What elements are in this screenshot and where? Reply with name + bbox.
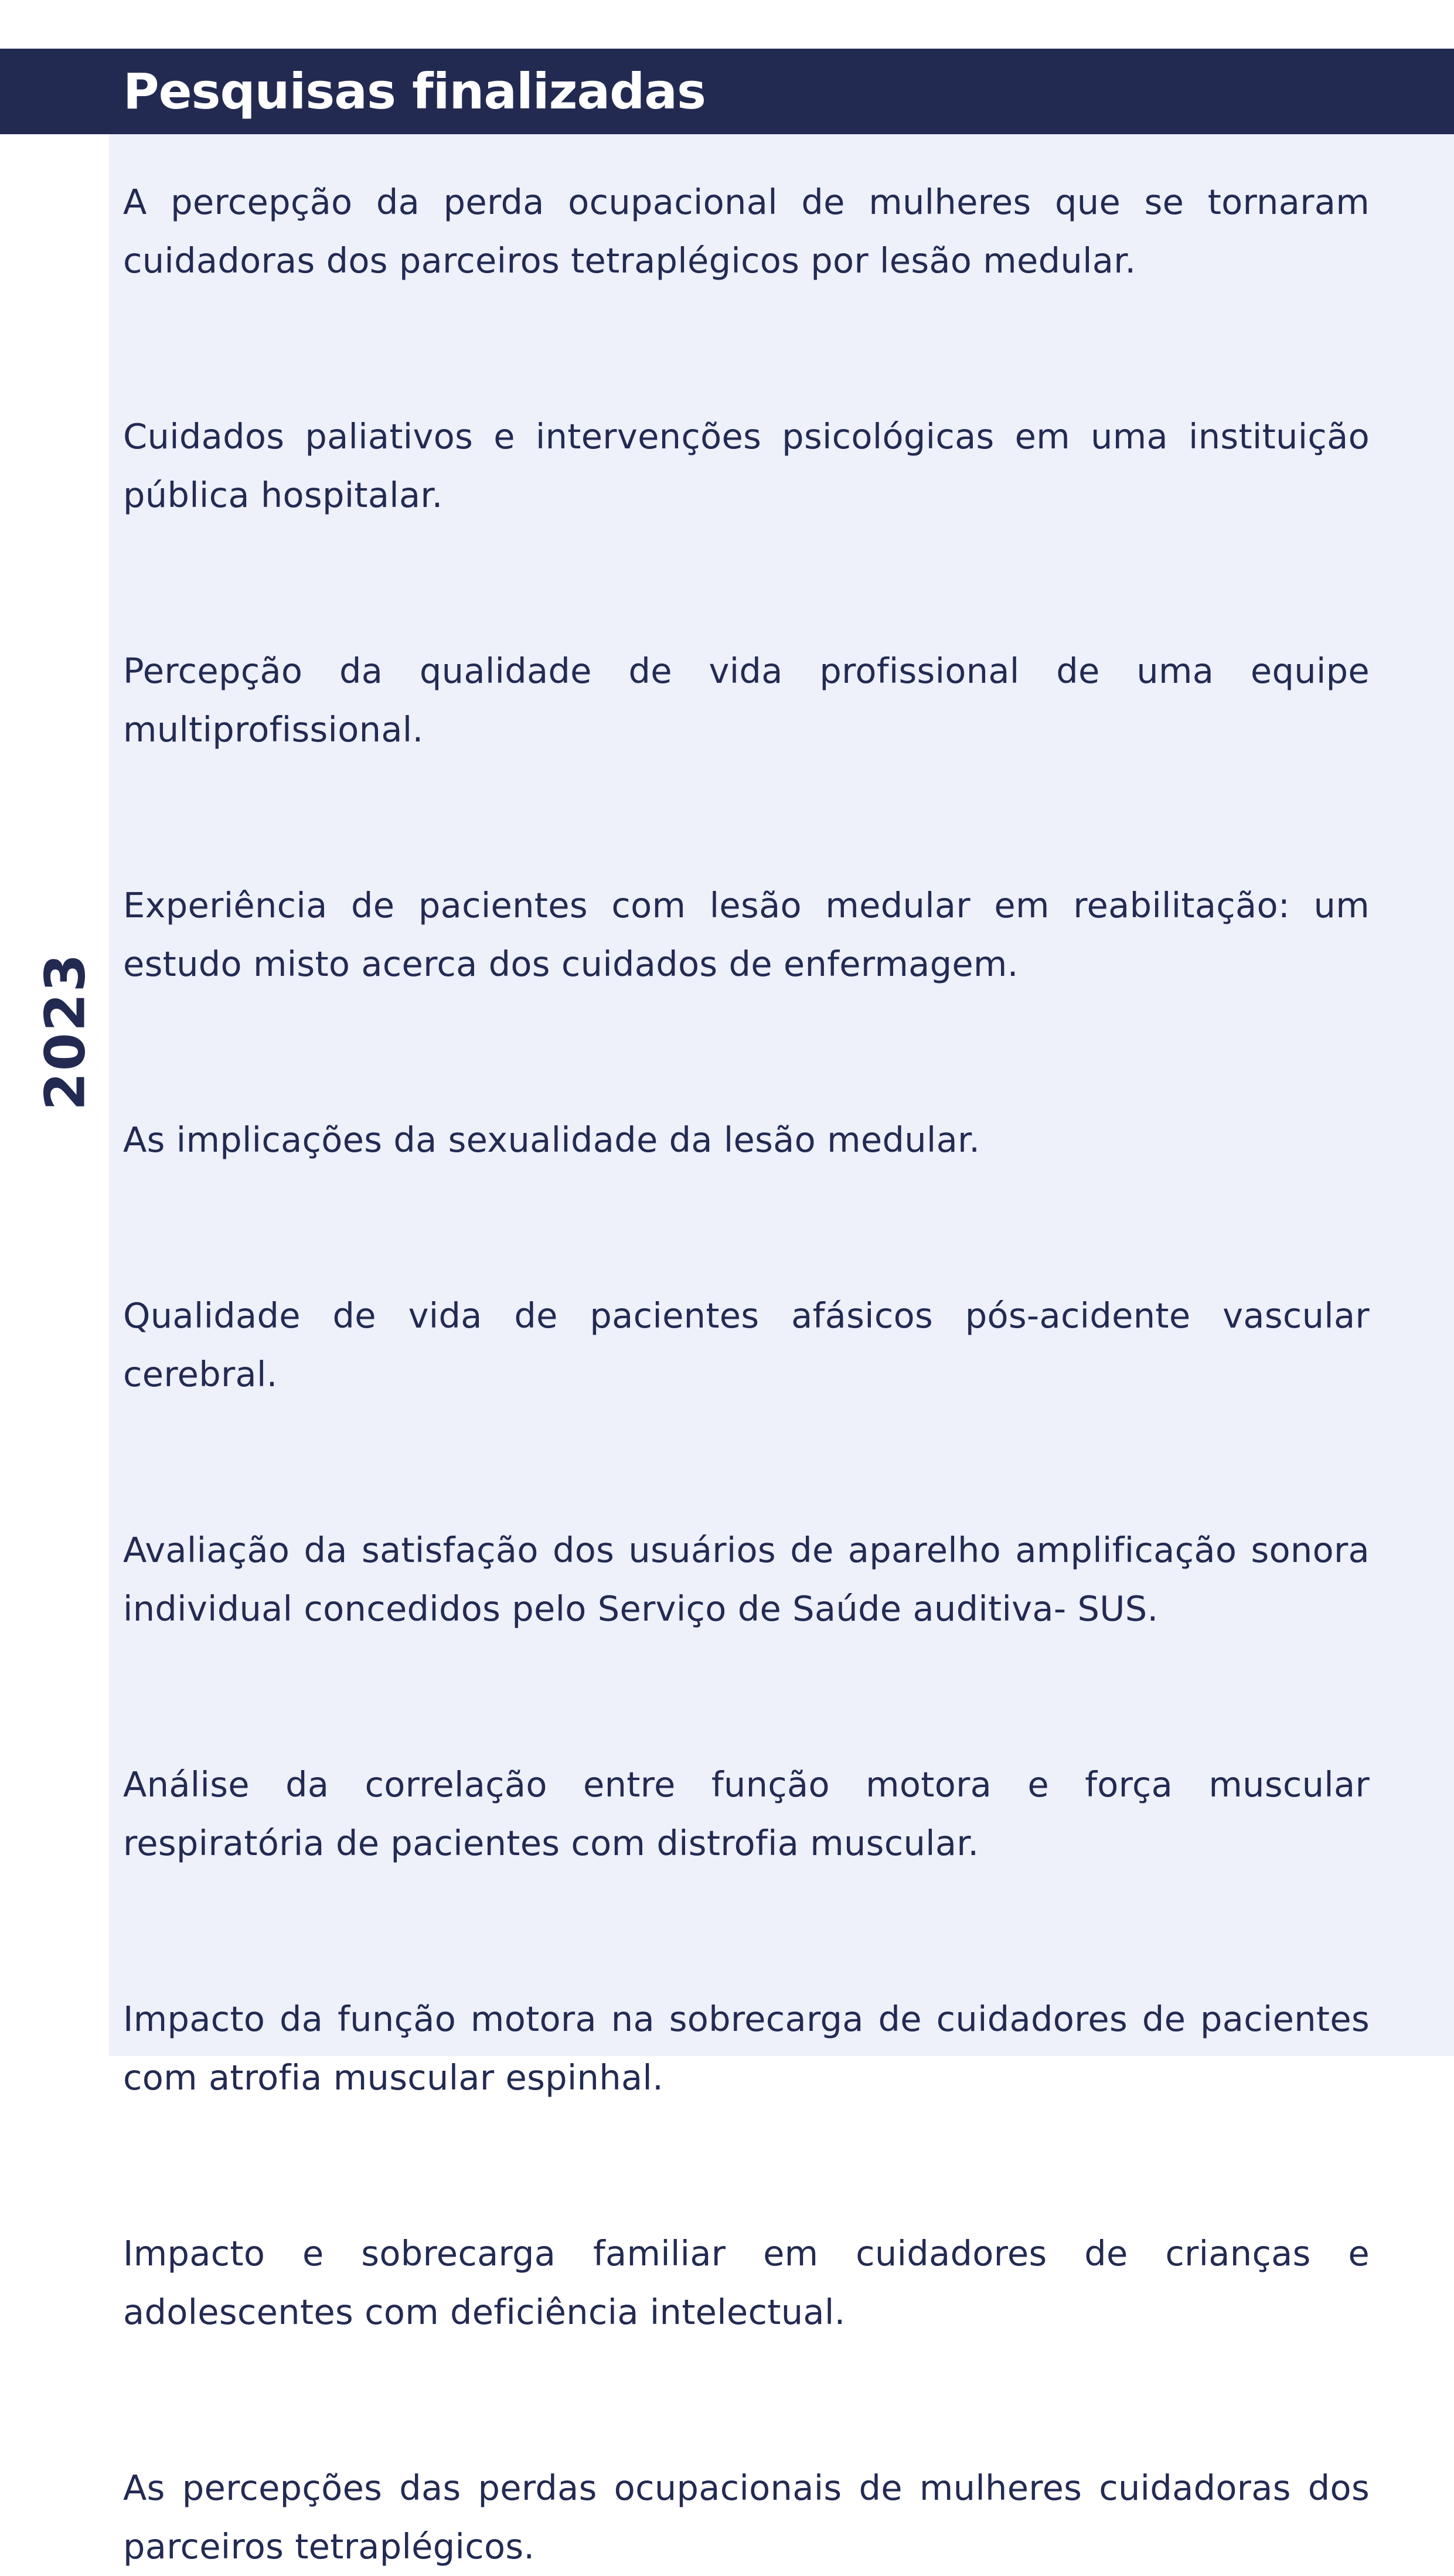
research-list: [123, 173, 1370, 2576]
research-item: Impacto e sobrecarga familiar em cuidadores de crianças e adolescentes com deficiência intelectual.: [123, 2233, 1370, 2332]
section-header: [0, 49, 1454, 134]
research-item: Cuidados paliativos e intervenções psicológicas em uma instituição pública hospitalar.: [123, 416, 1370, 515]
section-title: Pesquisas finalizadas: [123, 63, 706, 120]
research-item: Experiência de pacientes com lesão medular em reabilitação: um estudo misto acerca dos cuidados de enfermagem.: [123, 885, 1370, 984]
research-item: Impacto da função motora na sobrecarga de cuidadores de pacientes com atrofia muscular espinhal.: [123, 1999, 1370, 2098]
research-item: As percepções das perdas ocupacionais de mulheres cuidadoras dos parceiros tetraplégicos.: [123, 2468, 1370, 2567]
research-item: Qualidade de vida de pacientes afásicos pós-acidente vascular cerebral.: [123, 1295, 1370, 1394]
research-item: As implicações da sexualidade da lesão medular.: [123, 1119, 980, 1160]
research-item: Avaliação da satisfação dos usuários de aparelho amplificação sonora individual concedidos pelo Serviço de Saúde auditiva- SUS.: [123, 1530, 1370, 1629]
research-item: Análise da correlação entre função motora e força muscular respiratória de pacientes com distrofia muscular.: [123, 1764, 1370, 1863]
research-item: Percepção da qualidade de vida profissional de uma equipe multiprofissional.: [123, 651, 1370, 750]
research-item: A percepção da perda ocupacional de mulheres que se tornaram cuidadoras dos parceiros tetraplégicos por lesão medular.: [123, 182, 1370, 281]
year-label: 2023: [33, 952, 98, 1111]
